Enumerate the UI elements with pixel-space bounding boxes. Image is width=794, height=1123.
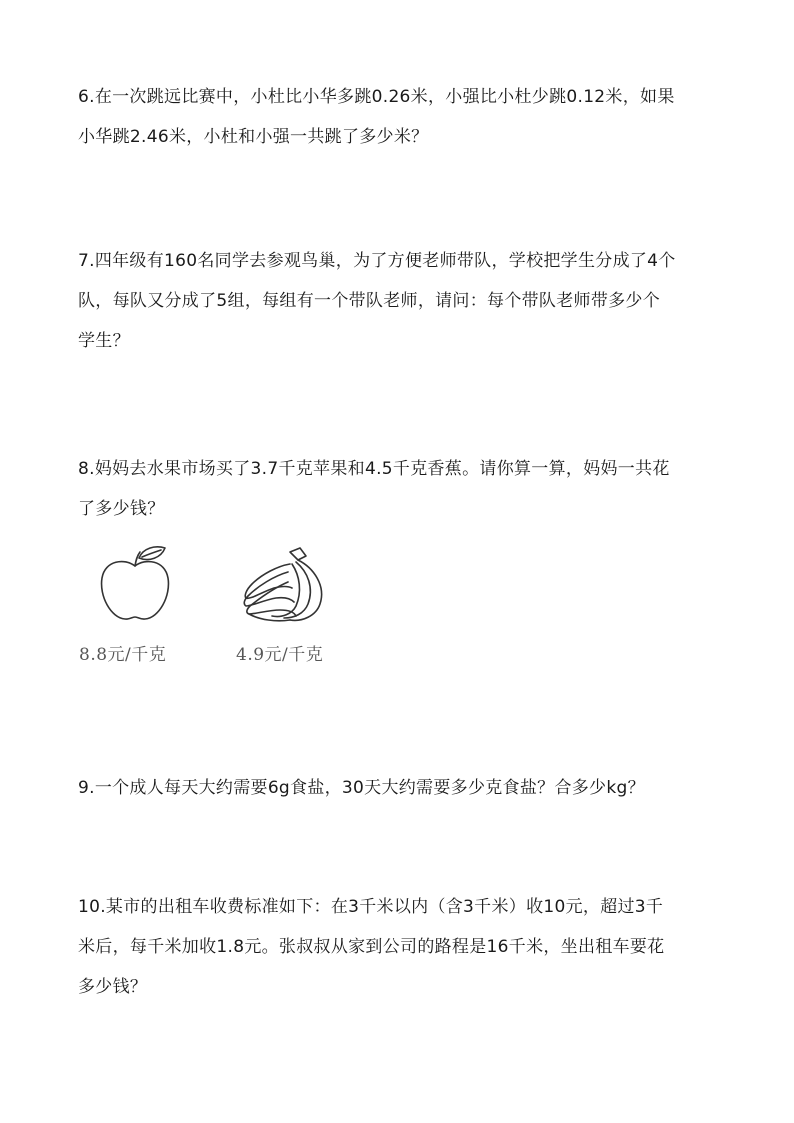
question-8 — [78, 449, 728, 529]
question-6-line-2: 小华跳2.46米，小杜和小强一共跳了多少米？ — [78, 127, 429, 147]
question-8-line-1: 8.妈妈去水果市场买了3.7千克苹果和4.5千克香蕉。请你算一算，妈妈一共花 — [78, 459, 670, 479]
question-6 — [78, 77, 728, 157]
question-6-line-1: 6.在一次跳远比赛中，小杜比小华多跳0.26米，小强比小杜少跳0.12米，如果 — [78, 87, 675, 107]
fruit-illustrations — [90, 546, 390, 626]
question-9-line-1: 9.一个成人每天大约需要6g食盐，30天大约需要多少克食盐？合多少kg？ — [78, 778, 645, 798]
question-7 — [78, 241, 728, 361]
question-7-line-3: 学生？ — [78, 331, 130, 351]
question-10-line-2: 米后，每千米加收1.8元。张叔叔从家到公司的路程是16千米，坐出租车要花 — [78, 937, 665, 957]
apple-icon — [95, 546, 175, 626]
banana-icon — [240, 546, 330, 626]
question-10-line-3: 多少钱？ — [78, 977, 148, 997]
apple-price: 8.8元/千克 — [79, 645, 167, 665]
question-7-line-2: 队，每队又分成了5组，每组有一个带队老师，请问：每个带队老师带多少个 — [78, 291, 661, 311]
question-9 — [78, 768, 728, 808]
question-10 — [78, 887, 728, 1007]
question-10-line-1: 10.某市的出租车收费标准如下：在3千米以内（含3千米）收10元，超过3千 — [78, 897, 664, 917]
banana-price: 4.9元/千克 — [236, 645, 324, 665]
question-7-line-1: 7.四年级有160名同学去参观鸟巢，为了方便老师带队，学校把学生分成了4个 — [78, 251, 676, 271]
question-8-line-2: 了多少钱？ — [78, 499, 165, 519]
